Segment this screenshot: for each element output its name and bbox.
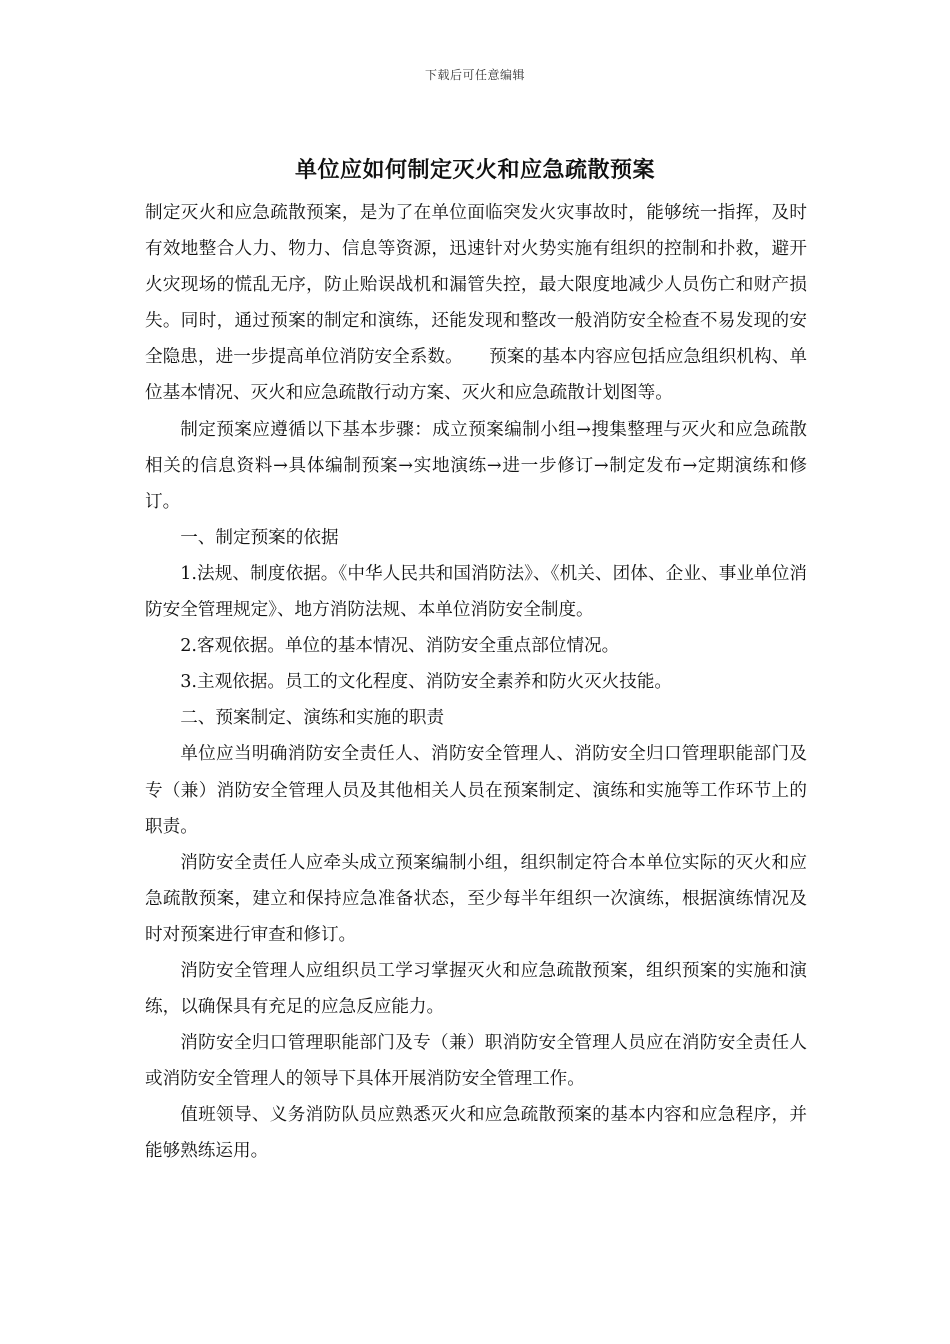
section-heading-basis: 一、制定预案的依据 [180,527,339,548]
document-title: 单位应如何制定灭火和应急疏散预案 [294,157,655,183]
document-body [145,195,807,1170]
paragraph-basis-subjective: 3.主观依据。员工的文化程度、消防安全素养和防火灭火技能。 [180,672,673,693]
paragraph-duties-department: 消防安全归口管理职能部门及专（兼）职消防安全管理人员应在消防安全责任人或消防安全管理人的领导下具体开展消防安全管理工作。 [145,1033,807,1090]
paragraph-steps: 制定预案应遵循以下基本步骤：成立预案编制小组→搜集整理与灭火和应急疏散相关的信息资料→具体编制预案→实地演练→进一步修订→制定发布→定期演练和修订。 [145,419,807,512]
section-heading-duties: 二、预案制定、演练和实施的职责 [180,708,445,729]
paragraph-intro: 制定灭火和应急疏散预案，是为了在单位面临突发火灾事故时，能够统一指挥，及时有效地整合人力、物力、信息等资源，迅速针对火势实施有组织的控制和扑救，避开火灾现场的慌乱无序，防止贻误战机和漏管失控，最大限度地减少人员伤亡和财产损失。同时，通过预案的制定和演练，还能发现和整改一般消防安全检查不易发现的安全隐患，进一步提高单位消防安全系数。 预案的基本内容应包括应急组织机构、单位基本情况、灭火和应急疏散行动方案、灭火和应急疏散计划图等。 [145,203,807,404]
paragraph-duties-manager: 消防安全管理人应组织员工学习掌握灭火和应急疏散预案，组织预案的实施和演练，以确保具有充足的应急反应能力。 [145,960,807,1018]
header-note: 下载后可任意编辑 [424,68,525,82]
paragraph-duties-responsible-person: 消防安全责任人应牵头成立预案编制小组，组织制定符合本单位实际的灭火和应急疏散预案，建立和保持应急准备状态，至少每半年组织一次演练，根据演练情况及时对预案进行审查和修订。 [145,852,807,945]
paragraph-duties-overview: 单位应当明确消防安全责任人、消防安全管理人、消防安全归口管理职能部门及专（兼）消防安全管理人员及其他相关人员在预案制定、演练和实施等工作环节上的职责。 [145,744,807,837]
paragraph-basis-legal: 1.法规、制度依据。《中华人民共和国消防法》、《机关、团体、企业、事业单位消防安全管理规定》、地方消防法规、本单位消防安全制度。 [145,563,807,621]
paragraph-duties-on-duty: 值班领导、义务消防队员应熟悉灭火和应急疏散预案的基本内容和应急程序，并能够熟练运用。 [145,1105,807,1162]
paragraph-basis-objective: 2.客观依据。单位的基本情况、消防安全重点部位情况。 [180,636,620,657]
